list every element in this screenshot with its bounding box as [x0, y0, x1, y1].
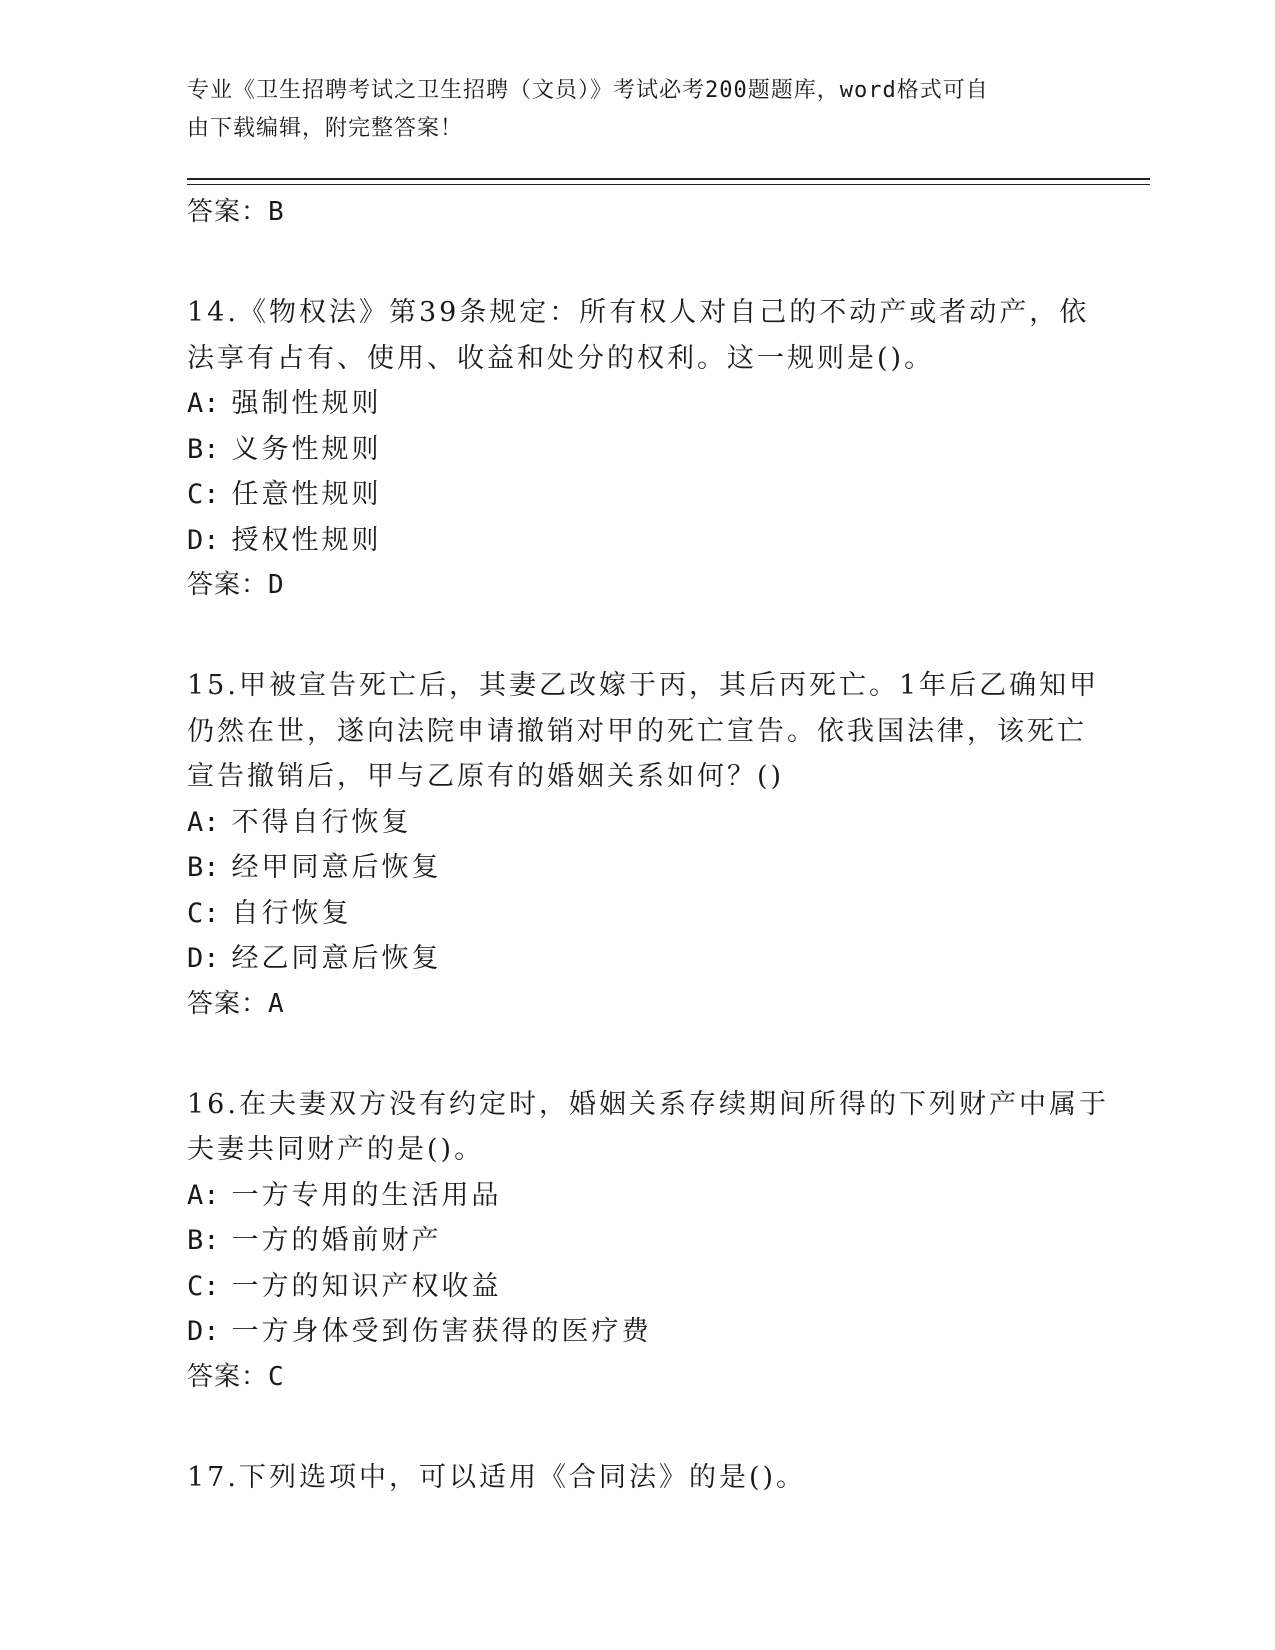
- answer-value: D: [268, 570, 285, 600]
- question-16: [187, 1082, 1109, 1399]
- question-list: [187, 190, 1109, 1500]
- answer-label: 答案：: [187, 570, 269, 600]
- question-answer: [187, 563, 1067, 607]
- option-letter: A:: [187, 1179, 220, 1211]
- option-letter: C:: [187, 479, 220, 510]
- question-text-line: 15.甲被宣告死亡后，其妻乙改嫁于丙，其后丙死亡。1年后乙确知甲: [187, 670, 1100, 701]
- option-text: 一方的婚前财产: [231, 1225, 442, 1256]
- answer-value: B: [268, 197, 285, 227]
- option-d: [187, 1309, 1067, 1355]
- question-text-line: 16.在夫妻双方没有约定时，婚姻关系存续期间所得的下列财产中属于: [187, 1088, 1109, 1120]
- answer-value: C: [268, 1361, 285, 1392]
- document-header: [187, 72, 1067, 148]
- answer-label: 答案：: [187, 988, 269, 1019]
- option-letter: A:: [187, 806, 220, 838]
- header-divider-thin: [187, 184, 1150, 185]
- option-a: [187, 1173, 1067, 1219]
- option-b: [187, 1218, 1067, 1264]
- answer-label: 答案：: [187, 1361, 269, 1392]
- question-text-line: 夫妻共同财产的是()。: [187, 1134, 485, 1165]
- question-answer: [187, 982, 1067, 1026]
- option-text: 义务性规则: [231, 433, 382, 465]
- option-d: [187, 518, 1067, 564]
- option-a: [187, 381, 1067, 427]
- option-letter: B:: [187, 1225, 220, 1256]
- option-letter: D:: [187, 524, 220, 556]
- answer-value: A: [268, 988, 285, 1019]
- option-letter: A:: [187, 388, 220, 419]
- option-text: 任意性规则: [231, 479, 382, 510]
- option-text: 经甲同意后恢复: [231, 852, 442, 883]
- option-text: 一方的知识产权收益: [231, 1270, 502, 1302]
- option-text: 自行恢复: [231, 897, 352, 929]
- option-letter: B:: [187, 433, 220, 465]
- header-line-1: 专业《卫生招聘考试之卫生招聘（文员）》考试必考200题题库，word格式可自: [187, 78, 989, 103]
- option-c: [187, 1264, 1067, 1310]
- option-a: [187, 800, 1067, 846]
- option-letter: D:: [187, 943, 220, 974]
- question-text-line: 法享有占有、使用、收益和处分的权利。这一规则是()。: [187, 342, 935, 374]
- option-b: [187, 845, 1067, 891]
- previous-answer: [187, 190, 1067, 234]
- question-14: [187, 290, 1090, 607]
- question-text-line: 仍然在世，遂向法院申请撤销对甲的死亡宣告。依我国法律，该死亡: [187, 715, 1087, 747]
- option-letter: C:: [187, 897, 220, 929]
- option-letter: B:: [187, 852, 220, 883]
- option-letter: D:: [187, 1316, 220, 1347]
- option-letter: C:: [187, 1270, 220, 1302]
- option-b: [187, 427, 1067, 473]
- option-c: [187, 472, 1067, 518]
- answer-label: 答案：: [187, 197, 269, 227]
- option-text: 经乙同意后恢复: [231, 943, 442, 974]
- question-text-line: 17.下列选项中，可以适用《合同法》的是()。: [187, 1461, 807, 1493]
- question-15: [187, 663, 1100, 1026]
- option-text: 授权性规则: [231, 524, 382, 556]
- question-answer: [187, 1355, 1067, 1399]
- question-text-line: 14.《物权法》第39条规定：所有权人对自己的不动产或者动产，依: [187, 297, 1090, 328]
- option-c: [187, 891, 1067, 937]
- option-text: 不得自行恢复: [231, 806, 412, 838]
- header-divider-thick: [187, 178, 1150, 180]
- option-text: 一方专用的生活用品: [231, 1179, 502, 1211]
- option-text: 一方身体受到伤害获得的医疗费: [231, 1316, 652, 1347]
- question-17: [187, 1455, 1067, 1501]
- option-d: [187, 936, 1067, 982]
- header-line-2: 由下载编辑，附完整答案！: [187, 116, 464, 141]
- option-text: 强制性规则: [231, 388, 382, 419]
- question-text-line: 宣告撤销后，甲与乙原有的婚姻关系如何？(): [187, 761, 785, 792]
